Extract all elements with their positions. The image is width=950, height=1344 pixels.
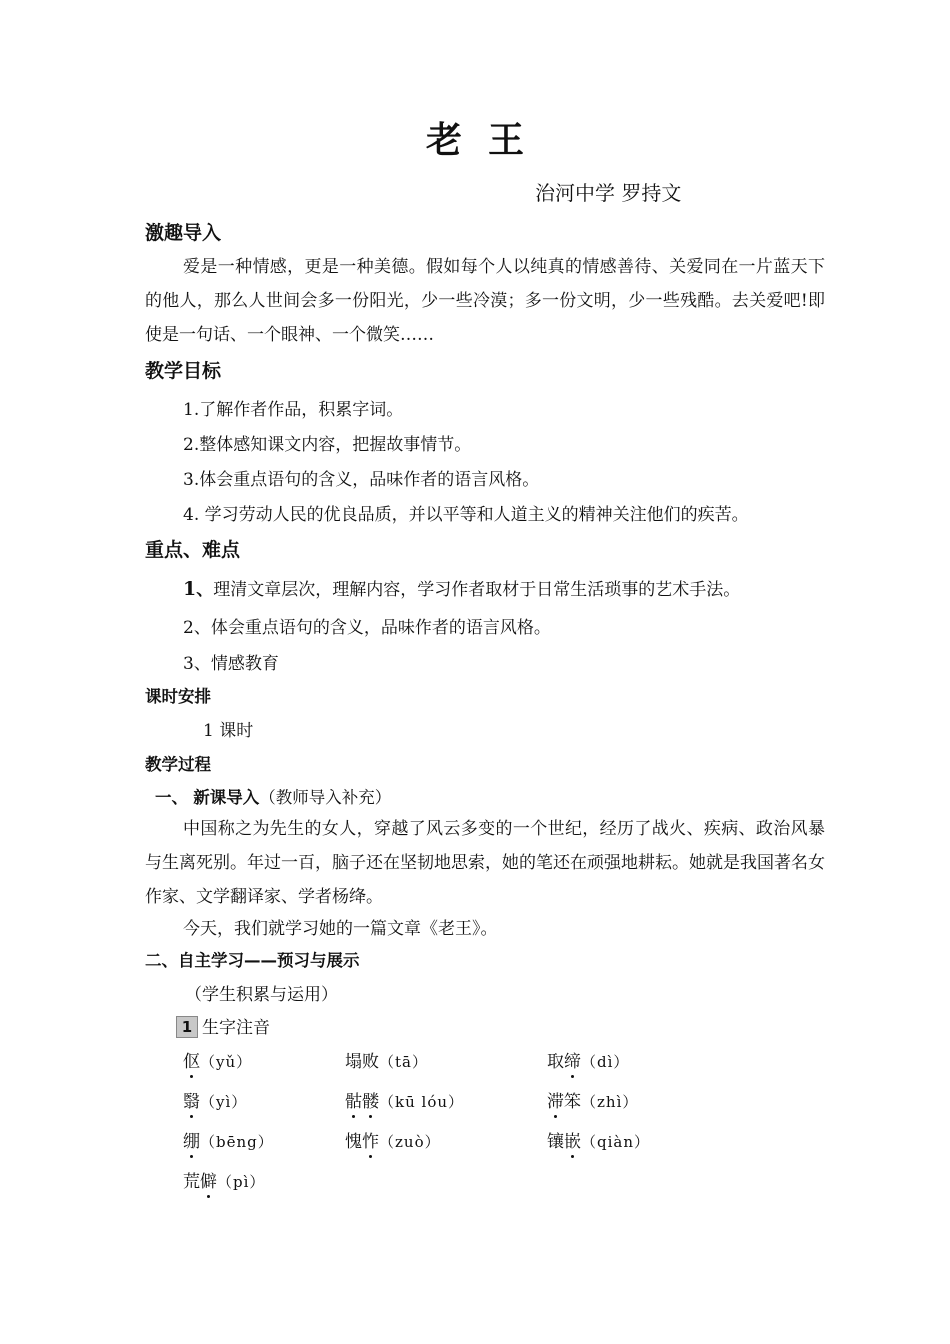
goal-item: 1.了解作者作品，积累字词。 xyxy=(183,400,404,420)
vocab-item xyxy=(183,1087,247,1112)
vocab-pinyin: （yǔ） xyxy=(200,1053,253,1071)
vocab-char: 取 xyxy=(547,1052,564,1072)
keypoint-number: 2 xyxy=(183,618,194,638)
vocab-pinyin: （zuò） xyxy=(379,1133,441,1151)
keypoint-item xyxy=(183,575,740,600)
vocab-item xyxy=(183,1047,252,1072)
vocab-subheading xyxy=(176,1013,270,1038)
intro-paragraph: 爱是一种情感，更是一种美德。假如每个人以纯真的情感善待、关爱同在一片蓝天下的他人，那么人世间会多一份阳光，少一些冷漠；多一份文明，少一些残酷。去关爱吧!即使是一句话、一个眼神、一个微笑…… xyxy=(145,257,825,345)
section-new-lesson-paragraph: 中国称之为先生的女人，穿越了风云多变的一个世纪，经历了战火、疾病、政治风暴与生离死别。年过一百，脑子还在坚韧地思索，她的笔还在顽强地耕耘。她就是我国著名女作家、文学翻译家、学者杨绛。 xyxy=(145,819,825,907)
section-note: （教师导入补充） xyxy=(259,788,392,807)
keypoint-separator: 、 xyxy=(196,580,214,600)
section-self-study-title: 二、自主学习——预习与展示 xyxy=(145,951,360,970)
section-self-study-note: （学生积累与运用） xyxy=(185,985,338,1005)
heading-schedule: 课时安排 xyxy=(145,687,211,706)
vocab-dotted-char: 伛 xyxy=(183,1047,200,1072)
keypoint-text: 情感教育 xyxy=(210,654,279,674)
keypoint-number: 1 xyxy=(183,578,197,600)
vocab-dotted-char: 绷 xyxy=(183,1127,200,1152)
section-new-lesson-paragraph-2: 今天，我们就学习她的一篇文章《老王》。 xyxy=(183,919,498,939)
vocab-item xyxy=(345,1047,428,1072)
vocab-item xyxy=(183,1127,274,1152)
vocab-dotted-char: 嵌 xyxy=(564,1127,581,1152)
vocab-item xyxy=(345,1087,464,1112)
vocab-pinyin: （zhì） xyxy=(581,1093,639,1111)
heading-intro: 激趣导入 xyxy=(145,222,222,244)
vocab-char: 镶 xyxy=(547,1132,564,1152)
vocab-char: 败 xyxy=(362,1052,379,1072)
vocab-dotted-char: 怍 xyxy=(362,1127,379,1152)
doc-title: 老王 xyxy=(425,119,550,161)
goal-item: 3.体会重点语句的含义，品味作者的语言风格。 xyxy=(183,470,540,490)
vocab-dotted-char: 僻 xyxy=(200,1167,217,1192)
vocab-pinyin: （kū lóu） xyxy=(379,1093,465,1111)
goal-item: 2.整体感知课文内容，把握故事情节。 xyxy=(183,435,472,455)
vocab-subheading-label: 生字注音 xyxy=(202,1018,270,1038)
vocab-char: 愧 xyxy=(345,1132,362,1152)
vocab-dotted-char: 髅 xyxy=(362,1087,379,1112)
vocab-pinyin: （dì） xyxy=(581,1053,630,1071)
keypoint-item xyxy=(183,649,279,674)
section-new-lesson-title xyxy=(155,784,391,808)
keypoint-separator: 、 xyxy=(193,654,211,674)
keypoint-separator: 、 xyxy=(193,618,211,638)
goal-item: 4. 学习劳动人民的优良品质，并以平等和人道主义的精神关注他们的疾苦。 xyxy=(183,505,749,525)
keypoint-text: 理清文章层次，理解内容，学习作者取材于日常生活琐事的艺术手法。 xyxy=(213,580,741,600)
vocab-dotted-char: 翳 xyxy=(183,1087,200,1112)
vocab-pinyin: （yì） xyxy=(200,1093,248,1111)
section-title: 新课导入 xyxy=(193,788,260,807)
vocab-char: 笨 xyxy=(564,1092,581,1112)
vocab-item xyxy=(547,1047,629,1072)
vocab-item xyxy=(547,1127,650,1152)
vocab-pinyin: （qiàn） xyxy=(581,1133,651,1151)
heading-goals: 教学目标 xyxy=(145,360,222,382)
vocab-item xyxy=(183,1167,265,1192)
number-badge: 1 xyxy=(176,1016,198,1038)
heading-process: 教学过程 xyxy=(145,755,211,774)
vocab-item xyxy=(345,1127,441,1152)
vocab-char: 塌 xyxy=(345,1052,362,1072)
vocab-char: 荒 xyxy=(183,1172,200,1192)
heading-keypoints: 重点、难点 xyxy=(145,539,241,561)
vocab-pinyin: （pì） xyxy=(217,1173,266,1191)
vocab-pinyin: （bēng） xyxy=(200,1133,274,1151)
keypoint-item xyxy=(183,613,551,638)
schedule-text: 1 课时 xyxy=(203,721,254,741)
doc-author: 治河中学 罗持文 xyxy=(535,181,682,205)
vocab-dotted-char: 缔 xyxy=(564,1047,581,1072)
vocab-pinyin: （tā） xyxy=(379,1053,428,1071)
section-prefix: 一、 xyxy=(155,788,188,807)
vocab-dotted-char: 滞 xyxy=(547,1087,564,1112)
keypoint-number: 3 xyxy=(183,654,194,674)
keypoint-text: 体会重点语句的含义，品味作者的语言风格。 xyxy=(210,618,551,638)
vocab-item xyxy=(547,1087,638,1112)
vocab-dotted-char: 骷 xyxy=(345,1087,362,1112)
